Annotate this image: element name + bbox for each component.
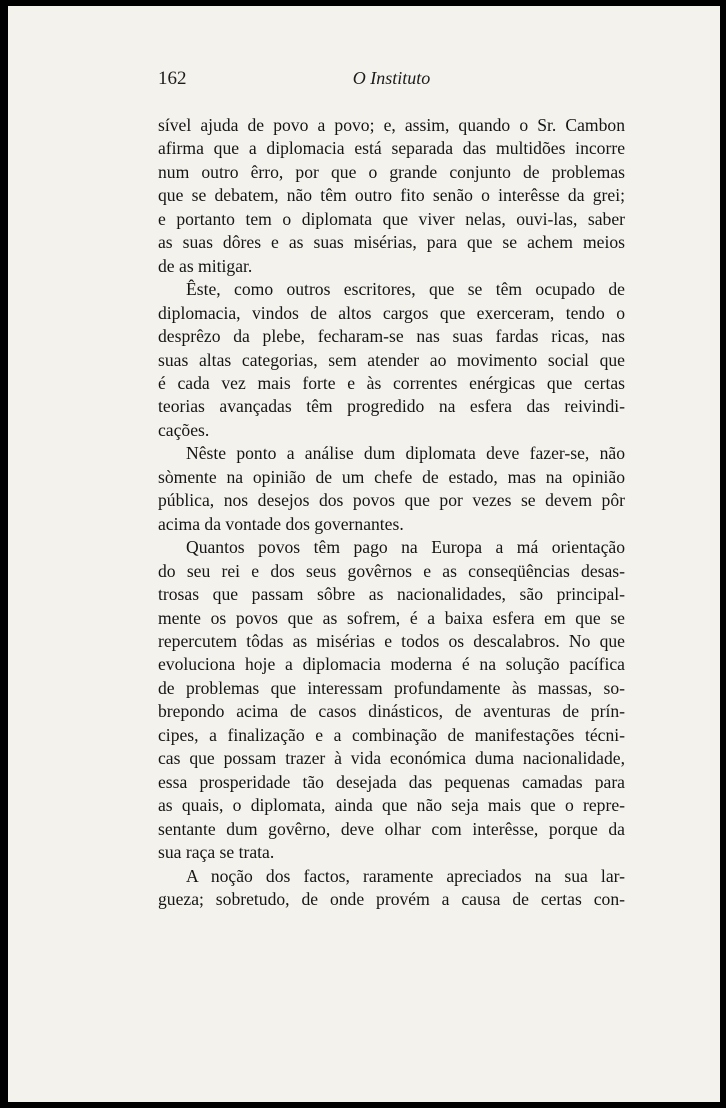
text-line: essa prosperidade tão desejada das pequenas camadas para [158, 771, 625, 792]
text-line: evoluciona hoje a diplomacia moderna é na solução pacífica [158, 654, 625, 675]
text-line: num outro êrro, por que o grande conjunto de problemas [158, 161, 625, 182]
text-line: as suas dôres e as suas misérias, para que se achem meios [158, 232, 625, 253]
paragraph [158, 865, 625, 912]
text-line: brepondo acima de casos dinásticos, de aventuras de prín- [158, 701, 625, 722]
text-line: sòmente na opinião de um chefe de estado, mas na opinião [158, 466, 625, 487]
text-line: e portanto tem o diplomata que viver nelas, ouvi-las, saber [158, 208, 625, 229]
text-line: afirma que a diplomacia está separada das multidões incorre [158, 138, 625, 159]
text-line: diplomacia, vindos de altos cargos que exerceram, tendo o [158, 302, 625, 323]
body-text [158, 114, 625, 911]
text-line: as quais, o diplomata, ainda que não seja mais que o repre- [158, 795, 625, 816]
text-line: repercutem tôdas as misérias e todos os descalabros. No que [158, 630, 625, 651]
paragraph [158, 278, 625, 442]
text-line: cas que possam trazer à vida económica duma nacionalidade, [158, 748, 625, 769]
text-line: Nêste ponto a análise dum diplomata deve fazer-se, não [186, 443, 625, 464]
running-head [158, 68, 625, 92]
paragraph [158, 114, 625, 278]
paragraph [158, 442, 625, 536]
text-line: cipes, a finalização e a combinação de manifestações técni- [158, 724, 625, 745]
text-line: do seu rei e dos seus govêrnos e as conseqüências desas- [158, 560, 625, 581]
text-line: cações. [158, 419, 210, 440]
text-line: gueza; sobretudo, de onde provém a causa de certas con- [158, 888, 625, 909]
text-line: Quantos povos têm pago na Europa a má orientação [186, 537, 625, 558]
book-page [8, 6, 720, 1102]
text-line: trosas que passam sôbre as nacionalidades, são principal- [158, 584, 625, 605]
text-line: Êste, como outros escritores, que se têm ocupado de [186, 279, 625, 300]
text-line: A noção dos factos, raramente apreciados na sua lar- [186, 865, 625, 886]
text-line: mente os povos que as sofrem, é a baixa esfera em que se [158, 607, 625, 628]
text-line: sentante dum govêrno, deve olhar com interêsse, porque da [158, 818, 625, 839]
text-line: pública, nos desejos dos povos que por vezes se devem pôr [158, 490, 625, 511]
journal-title: O Instituto [352, 68, 431, 88]
paragraph [158, 536, 625, 864]
text-line: sua raça se trata. [158, 842, 275, 863]
text-line: teorias avançadas têm progredido na esfera das reivindi- [158, 396, 625, 417]
text-line: desprêzo da plebe, fecharam-se nas suas fardas ricas, nas [158, 326, 625, 347]
text-line: que se debatem, não têm outro fito senão o interêsse da grei; [158, 185, 625, 206]
page-number: 162 [158, 68, 187, 89]
text-line: de as mitigar. [158, 255, 253, 276]
text-line: acima da vontade dos governantes. [158, 513, 404, 534]
text-line: é cada vez mais forte e às correntes enérgicas que certas [158, 372, 625, 393]
text-line: suas altas categorias, sem atender ao movimento social que [158, 349, 625, 370]
text-line: de problemas que interessam profundamente às massas, so- [158, 677, 625, 698]
text-line: sível ajuda de povo a povo; e, assim, quando o Sr. Cambon [158, 115, 625, 135]
